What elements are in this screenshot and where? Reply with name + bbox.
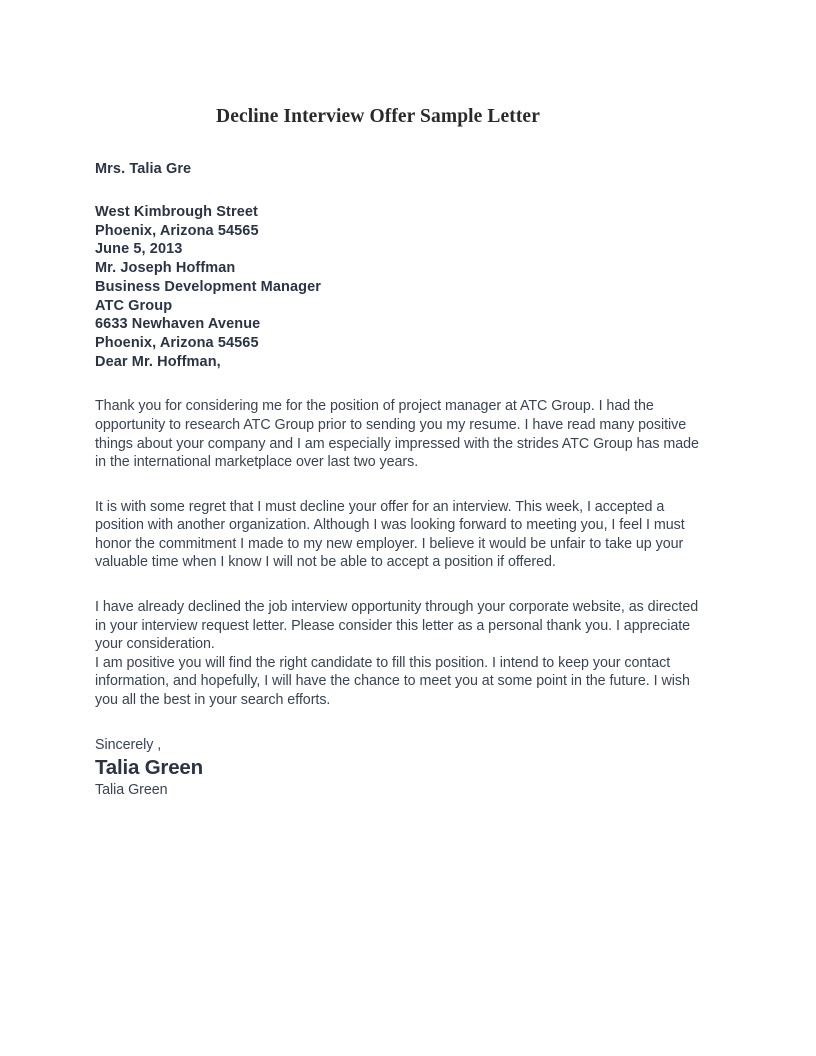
- closing-salutation: Sincerely ,: [95, 736, 162, 753]
- typed-name: Talia Green: [95, 782, 168, 799]
- recipient-title-line: Business Development Manager: [95, 278, 322, 295]
- letter-content: [95, 104, 713, 800]
- body-paragraph: I have already declined the job interview opportunity through your corporate website, as directed in your interview request letter. Please consider this letter as a personal thank you. I appreciate your consideration.: [95, 599, 699, 653]
- address-line: 6633 Newhaven Avenue: [95, 316, 261, 333]
- body-paragraph: It is with some regret that I must decline your offer for an interview. This week, I accepted a position with another organization. Although I was looking forward to meeting you, I feel I must honor the commitment I made to my new employer. I believe it would be unfair to take up your valuable time when I know I will not be able to accept a position if offered.: [95, 498, 685, 571]
- address-block: [95, 203, 713, 371]
- recipient-name-line: Mr. Joseph Hoffman: [95, 260, 236, 277]
- address-line: West Kimbrough Street: [95, 204, 258, 220]
- signature: Talia Green: [95, 756, 203, 780]
- closing-block: [95, 736, 713, 801]
- recipient-company-line: ATC Group: [95, 297, 173, 314]
- salutation-line: Dear Mr. Hoffman,: [95, 353, 221, 370]
- address-line: Phoenix, Arizona 54565: [95, 334, 259, 351]
- page-title: Decline Interview Offer Sample Letter: [216, 106, 540, 127]
- body-paragraph: Thank you for considering me for the position of project manager at ATC Group. I had the opportunity to research ATC Group prior to sending you my resume. I have read many positive things about your company and I am especially impressed with the strides ATC Group has made in the international marketplace over last two years.: [95, 398, 699, 471]
- address-line: Phoenix, Arizona 54565: [95, 222, 259, 239]
- body-paragraph: I am positive you will find the right candidate to fill this position. I intend to keep your contact information, and hopefully, I will have the chance to meet you at some point in the future. I wish you all the best in your search efforts.: [95, 654, 690, 709]
- sender-name-line: Mrs. Talia Gre: [95, 161, 192, 177]
- date-line: June 5, 2013: [95, 241, 183, 258]
